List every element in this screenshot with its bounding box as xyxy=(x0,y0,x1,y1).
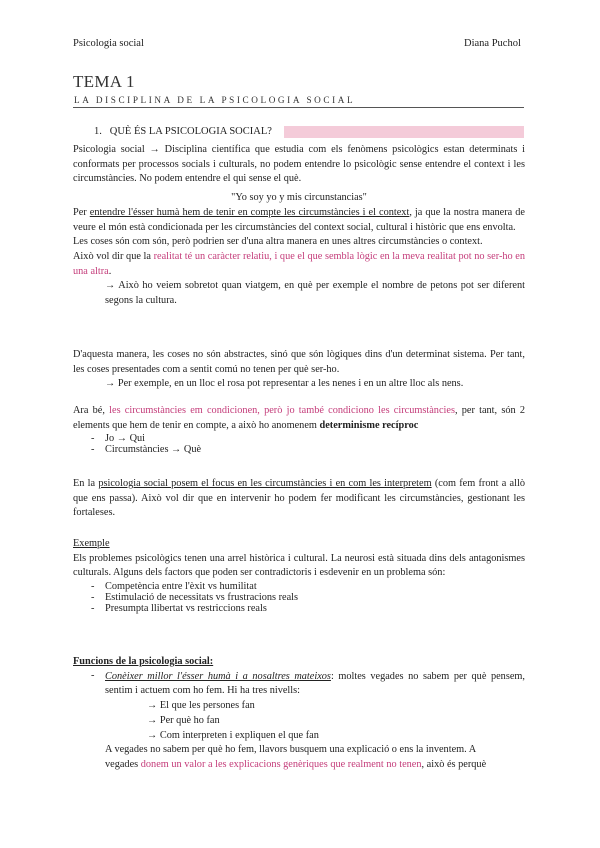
header-subject: Psicologia social xyxy=(73,38,144,49)
list-item: - Conèixer millor l'ésser humà i a nosaltres mateixos: moltes vegades no sabem per què pensem, sentim i actuem com ho fem. Hi ha tres nivells: xyxy=(91,669,525,697)
example-paragraph: Els problemes psicològics tenen una arrel històrica i cultural. La neurosi està situada dins dels antagonismes culturals. Alguns dels factors que poden ser contradictoris i esdevenir en un problema són: xyxy=(73,552,525,579)
paragraph-focus: En la psicologia social posem el focus en les circumstàncies i en com les interpretem (com fem front a allò que ens passa). Això vol dir que en intervenir ho podem fer modificant les circumstàncies, gestionant les fortaleses. xyxy=(73,478,525,519)
body-block-2 xyxy=(73,348,525,392)
body-block-4 xyxy=(73,477,525,521)
arrow-note-pink: → Per exemple, en un lloc el rosa pot representar a les nenes i en un altre lloc als nens. xyxy=(105,378,464,390)
list-item: - Estimulació de necessitats vs frustracions reals xyxy=(91,592,299,604)
example-heading: Exemple xyxy=(73,538,110,549)
list-item: - Competència entre l'èxit vs humilitat xyxy=(91,581,257,593)
header-author: Diana Puchol xyxy=(464,38,521,49)
section-number: 1. xyxy=(94,126,102,137)
level-item: → Per què ho fan xyxy=(147,714,220,726)
quote: "Yo soy yo y mis circunstancias" xyxy=(231,192,367,204)
page-subtitle: LA DISCIPLINA DE LA PSICOLOGIA SOCIAL xyxy=(74,95,356,105)
functions-heading: Funcions de la psicologia social: xyxy=(73,656,214,667)
highlight-text: les circumstàncies em condicionen, però jo també condiciono les circumstàncies xyxy=(109,405,455,416)
definition-paragraph: Psicologia social → Disciplina científica que estudia com els fenòmens psicològics estan determinats i conformats per processos socials i culturals, no podem entendre lo psicològic sense entendre el context i les circumstàncies. No podem entendre el qui sense el què. xyxy=(73,144,525,185)
page-title: TEMA 1 xyxy=(73,72,135,91)
paragraph-abstract: D'aquesta manera, les coses no són abstractes, sinó que són lògiques dins d'un determinat sistema. Per tant, les coses presentades com a sentit comú no tenen per què ser-ho. xyxy=(73,349,525,375)
paragraph-relative: Això vol dir que la realitat té un caràcter relatiu, i que el que sembla lògic en la meva realitat pot no ser-ho en una altra. xyxy=(73,250,526,277)
list-item: - Presumpta llibertat vs restriccions reals xyxy=(91,603,267,615)
key-term: determinisme recíproc xyxy=(319,419,419,431)
list-item: - Jo → Qui xyxy=(91,433,146,445)
paragraph-generic: vegades donem un valor a les explicacions genèriques que realment no tenen, això és perquè xyxy=(105,758,487,770)
body-block-6 xyxy=(73,655,525,773)
body-block-5 xyxy=(73,537,525,614)
section-title: QUÈ ÉS LA PSICOLOGIA SOCIAL? xyxy=(109,126,272,137)
section-heading xyxy=(94,126,272,137)
paragraph-explanation: A vegades no sabem per què ho fem, llavors busquem una explicació o ens la inventem. A xyxy=(105,744,477,756)
level-item: → El que les persones fan xyxy=(147,700,255,712)
body-block-1 xyxy=(73,143,525,309)
body-block-3 xyxy=(73,404,525,455)
paragraph-things: Les coses són com són, però podrien ser d'una altra manera en unes altres circumstàncies o context. xyxy=(73,236,483,248)
paragraph-reciprocal: Ara bé, les circumstàncies em condicionen, però jo també condiciono les circumstàncies, per tant, són 2 elements que hem de tenir en compte, a això ho anomenem determinisme recíproc xyxy=(73,405,525,431)
arrow-note-travel: → Això ho veiem sobretot quan viatgem, en què per exemple el nombre de petons pot ser diferent segons la cultura. xyxy=(105,280,525,307)
list-item: - Circumstàncies → Què xyxy=(91,444,202,456)
highlight-text: realitat té un caràcter relatiu, i que el que sembla lògic en la meva realitat pot no ser-ho en una altra xyxy=(73,250,526,277)
level-item: → Com interpreten i expliquen el que fan xyxy=(147,729,319,741)
highlight-text: donem un valor a les explicacions genèriques que realment no tenen xyxy=(140,758,422,770)
highlight-bar xyxy=(284,126,524,138)
paragraph-context: Per entendre l'ésser humà hem de tenir en compte les circumstàncies i el context, ja que la nostra manera de veure el món està condicionada per les circumstàncies del context social, cultural i històric que ens envolta. xyxy=(73,206,525,233)
title-divider xyxy=(73,107,524,108)
